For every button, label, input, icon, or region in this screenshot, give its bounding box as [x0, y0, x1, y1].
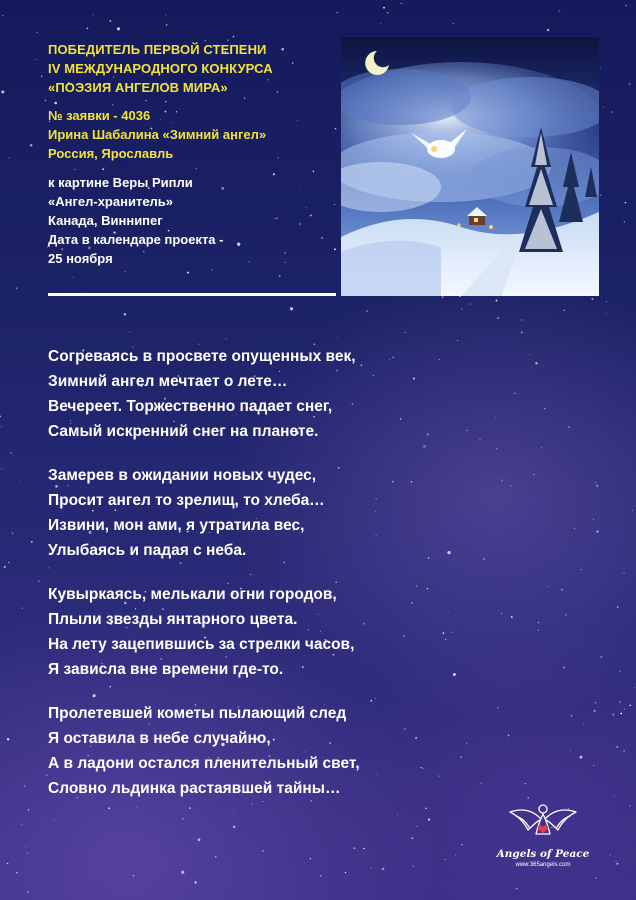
angel-icon — [488, 800, 598, 850]
poem-line: На лету зацепившись за стрелки часов, — [48, 636, 355, 653]
poem-stanza — [48, 344, 608, 444]
logo-name: Angels of Peace — [496, 848, 590, 860]
calendar-date-value: 25 ноября — [48, 251, 113, 266]
poem-line: Кувыркаясь, мелькали огни городов, — [48, 586, 337, 603]
poem-line: Улыбаясь и падая с неба. — [48, 542, 247, 559]
poem-line: Самый искренний снег на планете. — [48, 423, 319, 440]
award-title-line: IV МЕЖДУНАРОДНОГО КОНКУРСА — [48, 61, 273, 76]
entry-number: № заявки - 4036 — [48, 108, 151, 123]
poem-line: А в ладони остался пленительный свет, — [48, 755, 360, 772]
calendar-date-label: Дата в календаре проекта - — [48, 232, 224, 247]
award-title-line: «ПОЭЗИЯ АНГЕЛОВ МИРА» — [48, 80, 228, 95]
painting-title: «Ангел-хранитель» — [48, 194, 174, 209]
poem-stanza — [48, 701, 608, 801]
poem-text — [48, 344, 608, 820]
artist-location: Канада, Виннипег — [48, 213, 163, 228]
poem-line: Согреваясь в просвете опущенных век, — [48, 348, 356, 365]
painting-artist: к картине Веры Рипли — [48, 175, 193, 190]
poem-line: Зимний ангел мечтает о лете… — [48, 373, 288, 390]
poem-line: Плыли звезды янтарного цвета. — [48, 611, 298, 628]
header-block — [48, 40, 328, 268]
poem-stanza — [48, 582, 608, 682]
entry-info — [48, 106, 328, 163]
poem-line: Просит ангел то зрелищ, то хлеба… — [48, 492, 325, 509]
logo-url: www.365angels.com — [515, 862, 571, 868]
poem-line: Извини, мон ами, я утратила вес, — [48, 517, 305, 534]
poem-line: Замерев в ожидании новых чудес, — [48, 467, 317, 484]
award-title-line: ПОБЕДИТЕЛЬ ПЕРВОЙ СТЕПЕНИ — [48, 42, 267, 57]
award-title — [48, 40, 328, 97]
painting-info — [48, 173, 328, 268]
header-divider — [48, 293, 336, 296]
author-and-title: Ирина Шабалина «Зимний ангел» — [48, 127, 267, 142]
poem-line: Пролетевшей кометы пылающий след — [48, 705, 347, 722]
poem-line: Вечереет. Торжественно падает снег, — [48, 398, 333, 415]
poem-line: Я зависла вне времени где-то. — [48, 661, 284, 678]
poem-stanza — [48, 463, 608, 563]
poem-line: Я оставила в небе случайно, — [48, 730, 271, 747]
poem-line: Словно льдинка растаявшей тайны… — [48, 780, 341, 797]
angels-of-peace-logo — [488, 800, 598, 880]
author-location: Россия, Ярославль — [48, 146, 174, 161]
painting-image — [341, 37, 599, 296]
